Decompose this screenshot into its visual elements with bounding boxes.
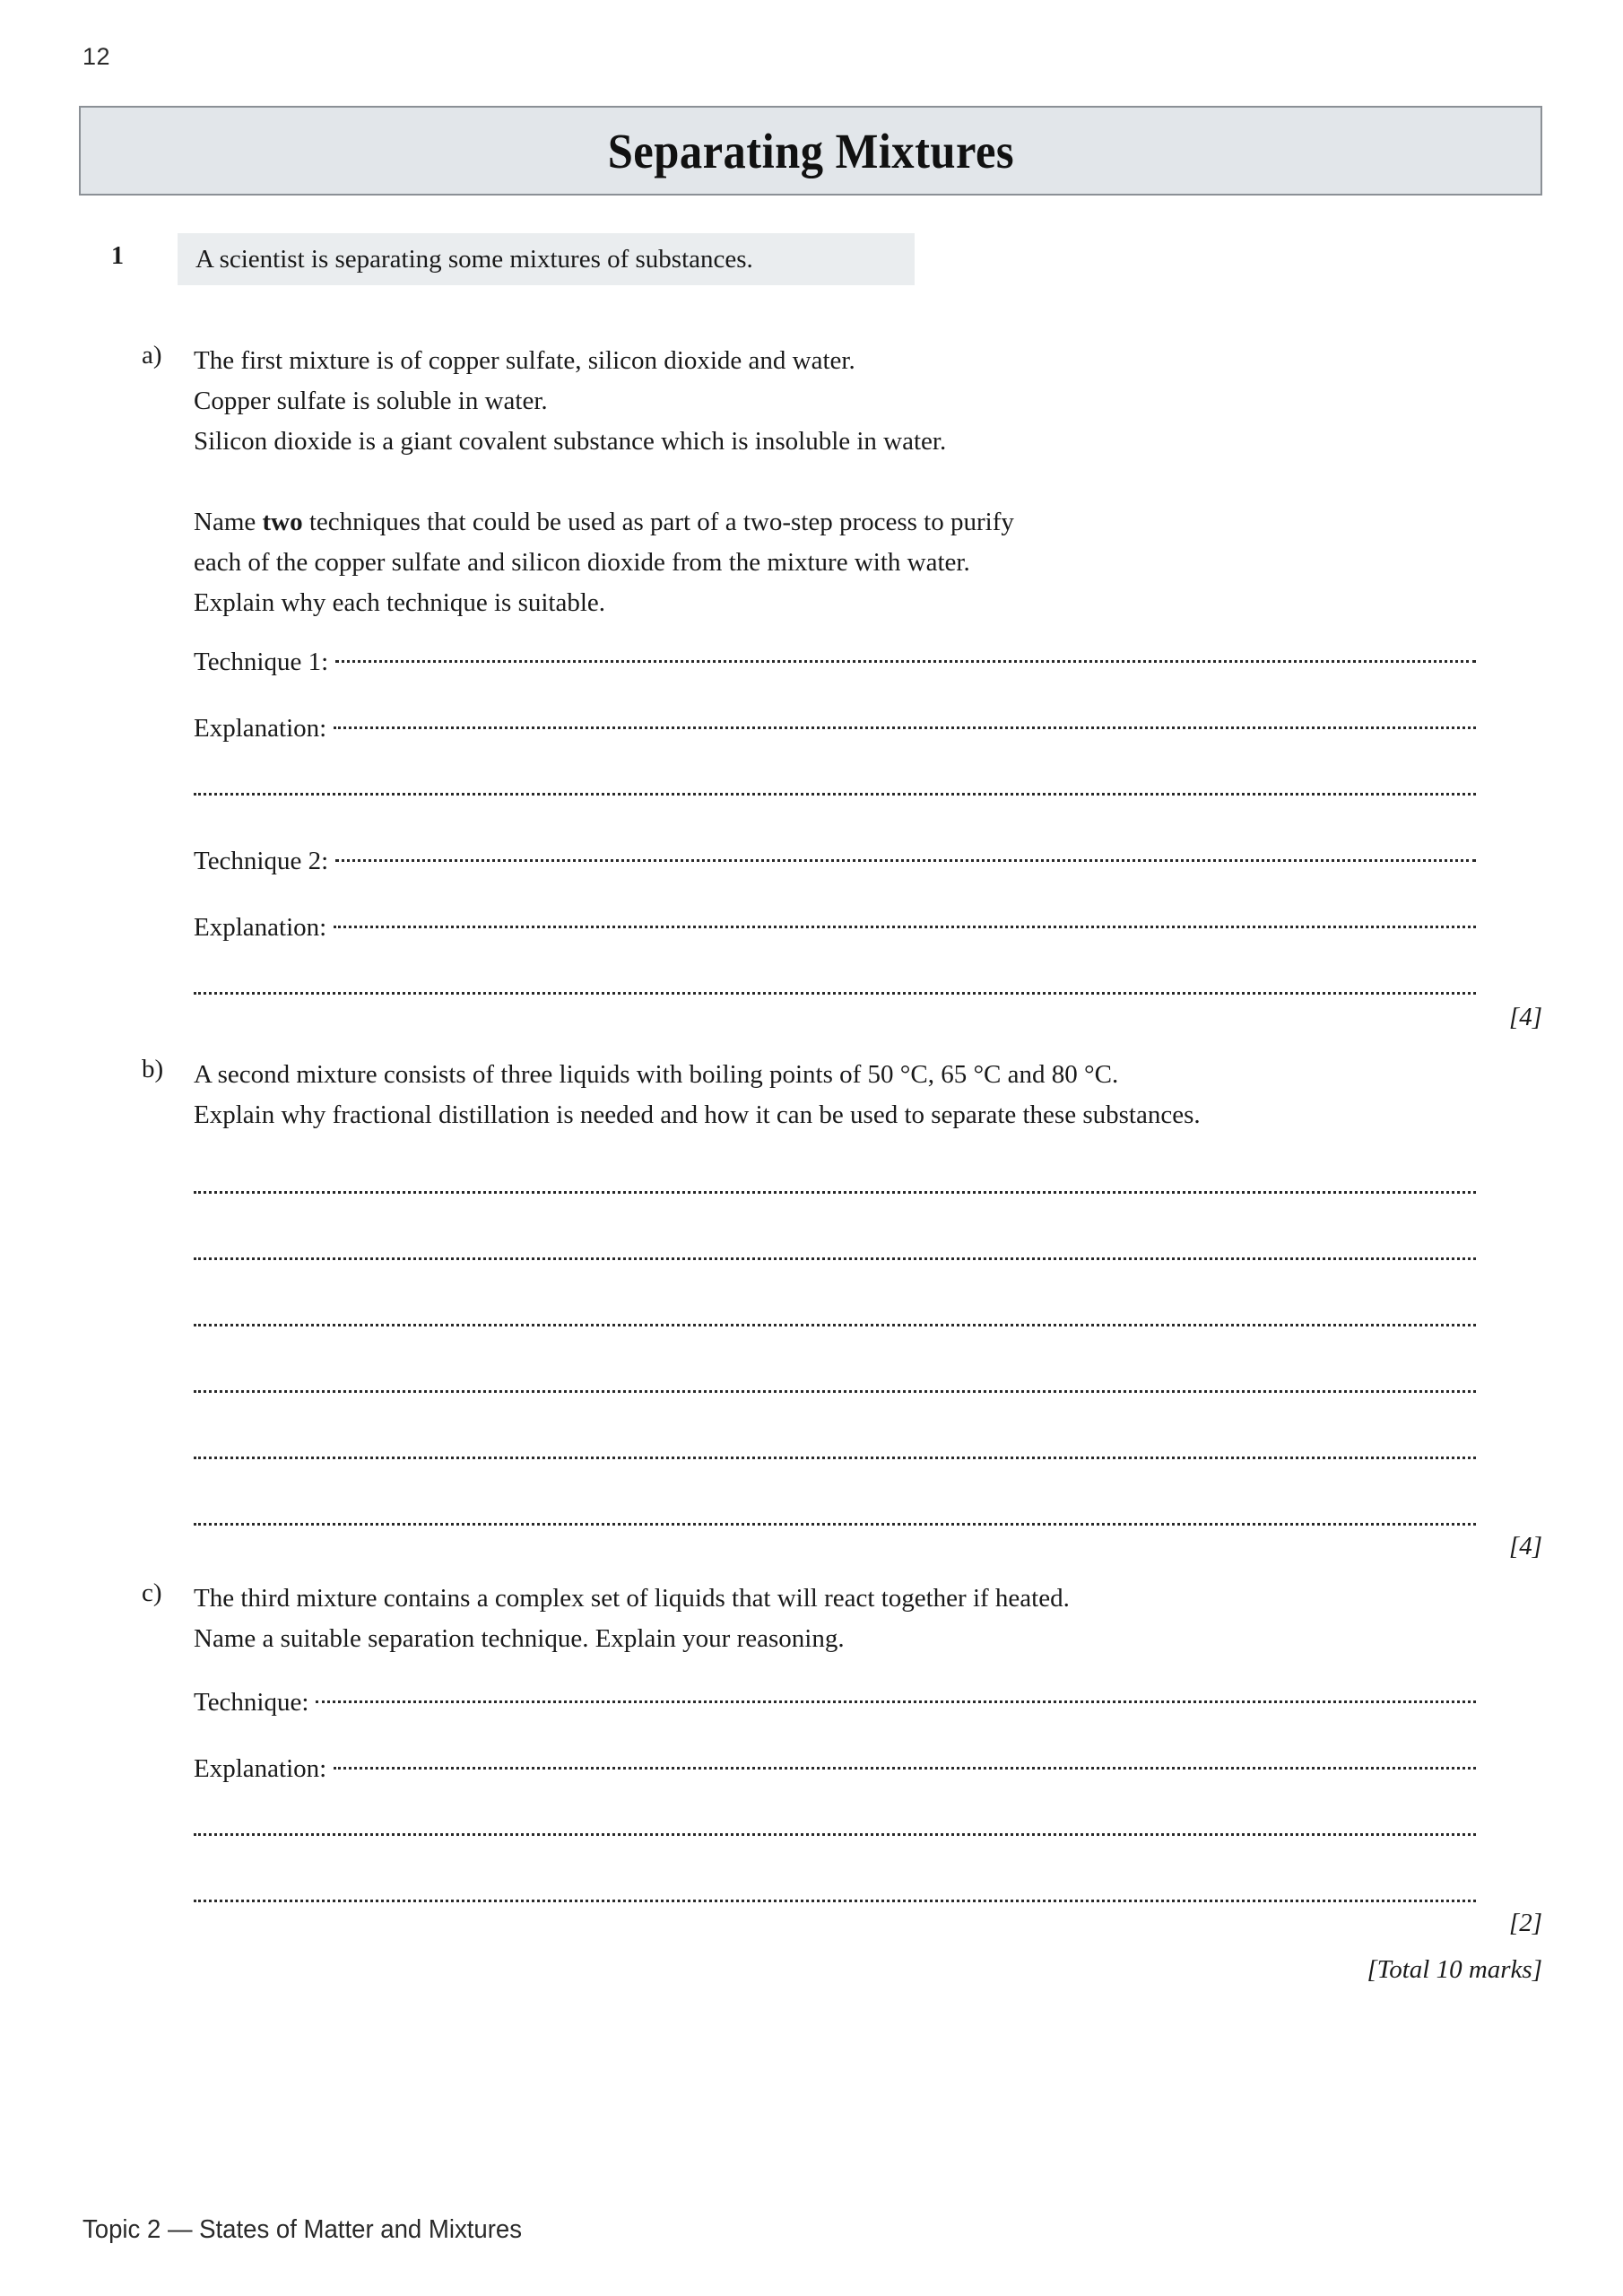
explanation-2-answer-line-2[interactable] [194,976,1476,1002]
question-number: 1 [111,242,124,270]
explanation-1-answer-line[interactable] [334,710,1476,736]
page-number: 12 [82,43,111,70]
part-c-answer-line-3[interactable] [194,1883,1476,1909]
part-c-body [194,1578,1469,1659]
part-a-line-2: Copper sulfate is soluble in water. [194,387,548,415]
part-b-answer-line-3[interactable] [194,1308,1476,1334]
part-a-body [194,341,1469,623]
part-b-answer-line-2[interactable] [194,1241,1476,1267]
answer-row-technique-c[interactable] [194,1684,1476,1718]
part-b-answer-line-1[interactable] [194,1175,1476,1201]
prompt-pre: Name [194,508,263,536]
part-b-line-2: Explain why fractional distillation is needed and how it can be used to separate these substances. [194,1100,1201,1129]
answer-row-explanation-2[interactable] [194,909,1476,943]
answer-row-explanation-c[interactable] [194,1751,1476,1784]
explanation-2-label: Explanation: [194,913,327,942]
part-b [142,1055,1469,1135]
explanation-c-label: Explanation: [194,1754,327,1783]
part-a-marks: [4] [1508,1003,1542,1031]
part-c-marks: [2] [1508,1909,1542,1937]
part-b-body [194,1055,1469,1135]
total-marks: [Total 10 marks] [1367,1955,1542,1984]
part-b-answer-line-6[interactable] [194,1507,1476,1533]
part-b-label: b) [142,1055,164,1083]
part-a-line-3: Silicon dioxide is a giant covalent substance which is insoluble in water. [194,427,947,456]
part-c-line-1: The third mixture contains a complex set of liquids that will react together if heated. [194,1584,1070,1613]
part-b-marks: [4] [1508,1532,1542,1561]
part-b-answer-line-4[interactable] [194,1374,1476,1400]
part-c-answer-line-2[interactable] [194,1817,1476,1843]
part-a-prompt-line-1 [194,502,1469,543]
technique-2-label: Technique 2: [194,847,329,875]
part-a [142,341,1469,623]
technique-1-answer-line[interactable] [335,644,1476,670]
answer-row-technique-2[interactable] [194,843,1476,876]
part-a-prompt-line-2: each of the copper sulfate and silicon dioxide from the mixture with water. [194,548,970,577]
page-title: Separating Mixtures [607,123,1014,178]
part-a-line-1: The first mixture is of copper sulfate, silicon dioxide and water. [194,346,855,375]
explanation-c-answer-line[interactable] [334,1751,1476,1777]
part-b-line-1: A second mixture consists of three liquids with boiling points of 50 °C, 65 °C and 80 °C. [194,1060,1119,1089]
part-c [142,1578,1469,1659]
technique-1-label: Technique 1: [194,648,329,676]
part-c-label: c) [142,1578,162,1607]
technique-2-answer-line[interactable] [335,843,1476,869]
question-intro-box [178,233,915,285]
technique-c-answer-line[interactable] [316,1684,1476,1710]
prompt-post: techniques that could be used as part of a two-step process to purify [302,508,1014,536]
page-title-banner [79,106,1542,196]
question-intro-text: A scientist is separating some mixtures of substances. [195,244,753,274]
prompt-emphasis: two [262,508,303,536]
part-a-label: a) [142,341,162,370]
technique-c-label: Technique: [194,1688,309,1717]
explanation-1-answer-line-2[interactable] [194,777,1476,803]
answer-row-explanation-1[interactable] [194,710,1476,744]
page-footer: Topic 2 — States of Matter and Mixtures [82,2215,522,2244]
part-a-prompt-line-3: Explain why each technique is suitable. [194,588,606,617]
explanation-1-label: Explanation: [194,714,327,743]
part-b-answer-line-5[interactable] [194,1440,1476,1466]
explanation-2-answer-line[interactable] [334,909,1476,935]
part-c-line-2: Name a suitable separation technique. Explain your reasoning. [194,1624,845,1653]
spacer [194,462,1469,502]
answer-row-technique-1[interactable] [194,644,1476,677]
